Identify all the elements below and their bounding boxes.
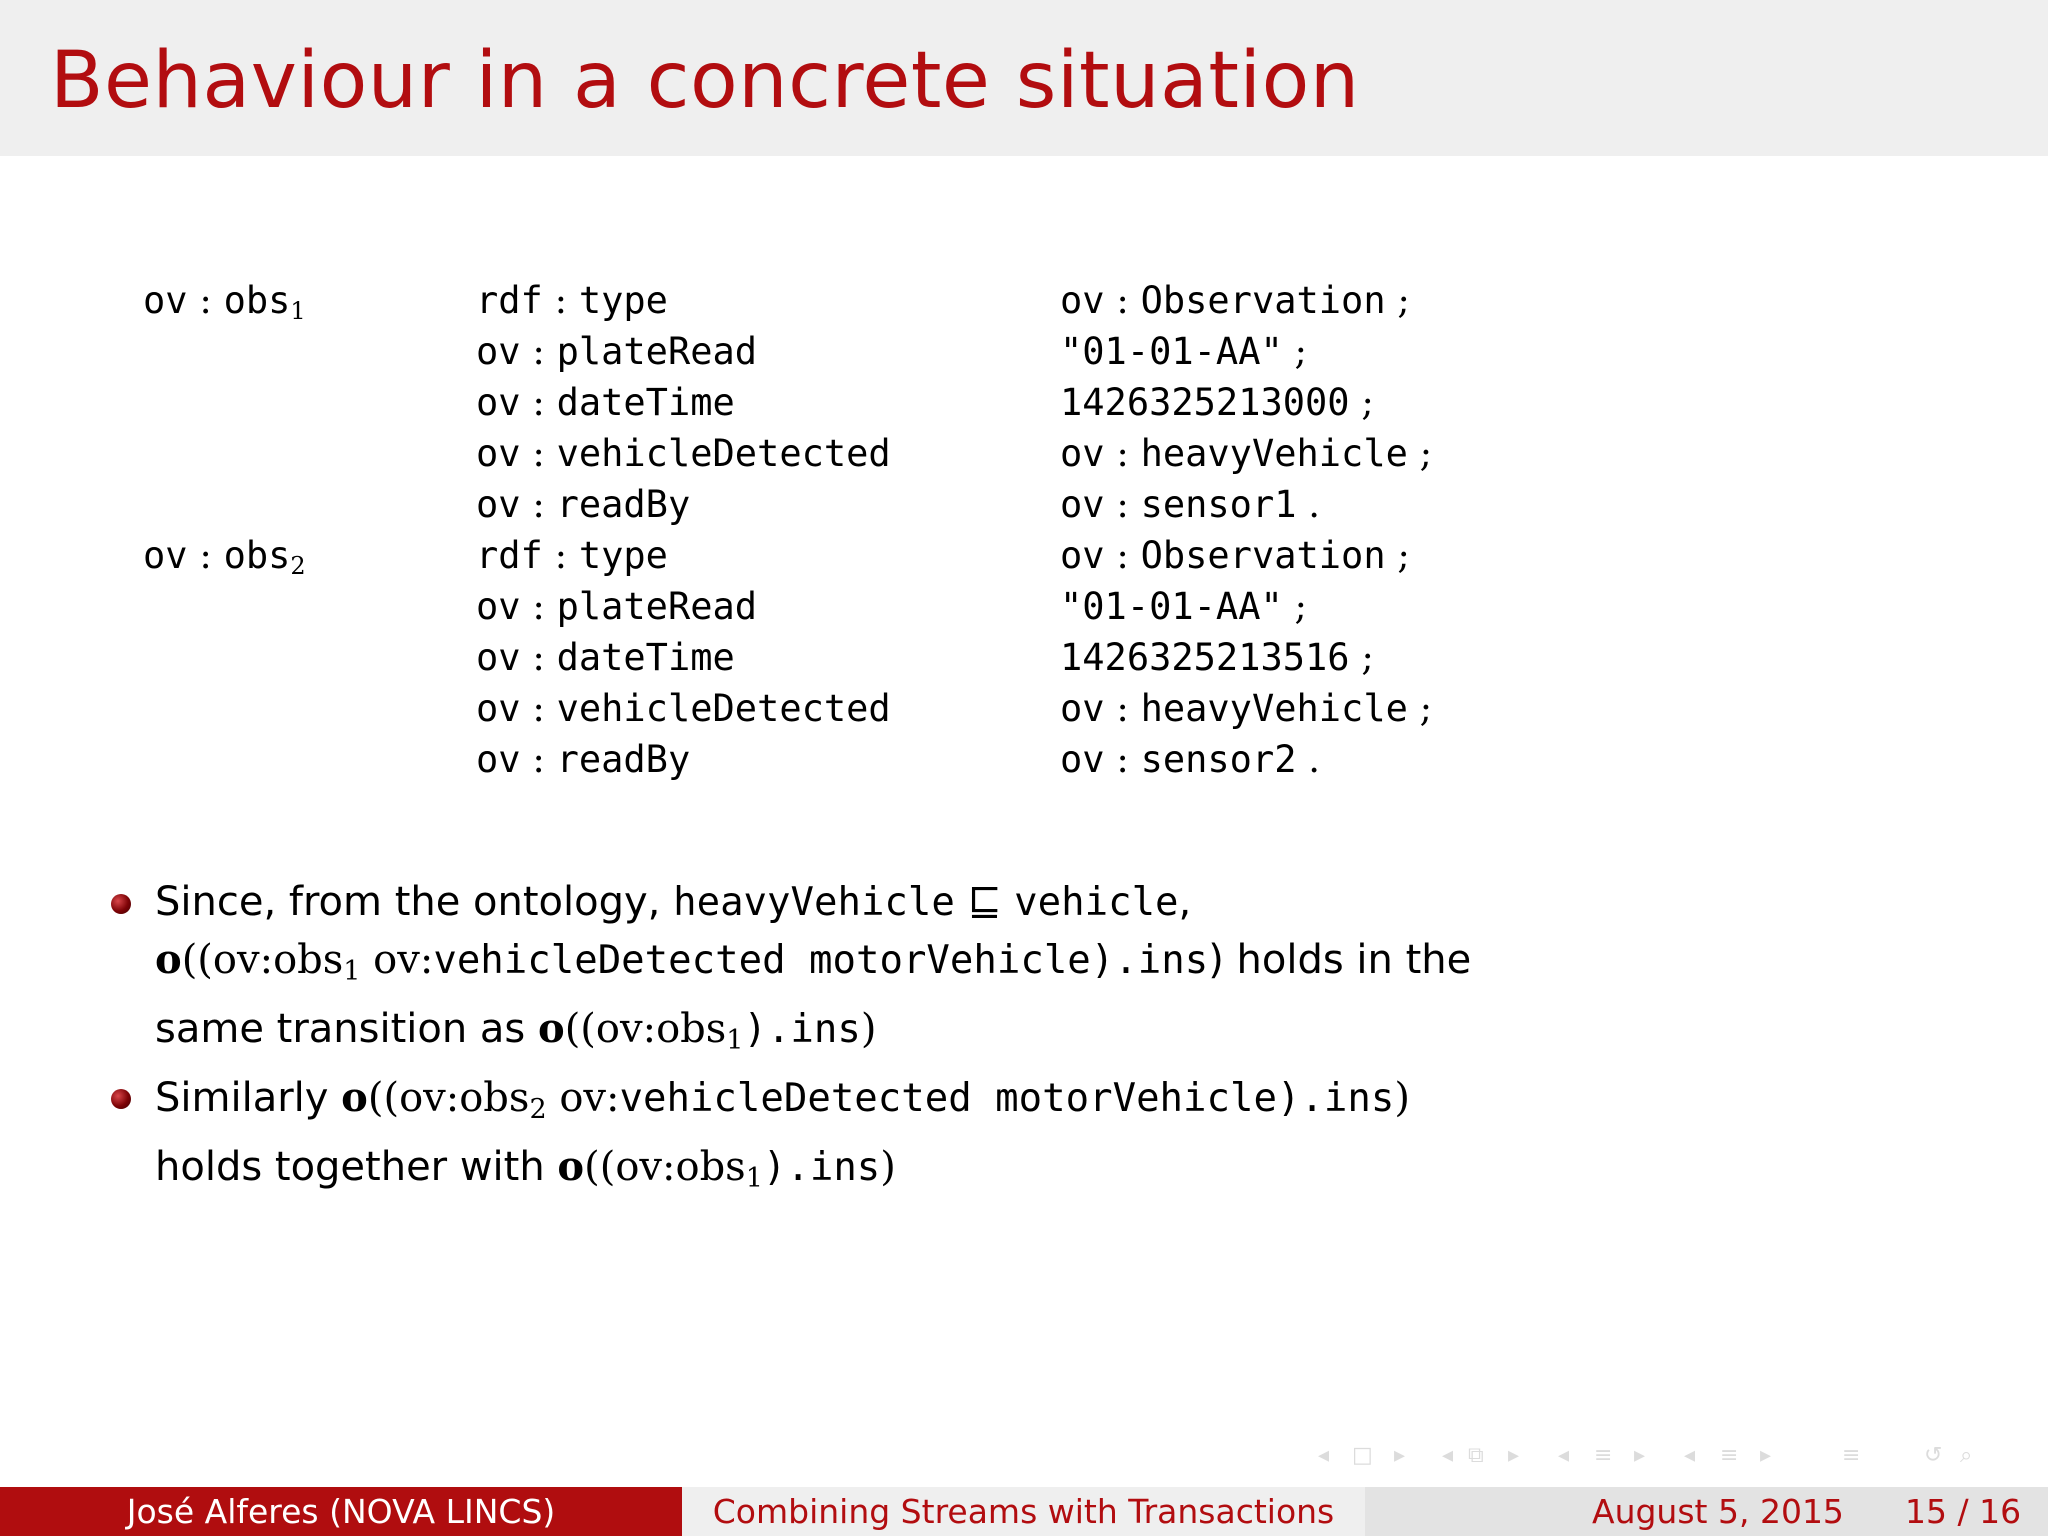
nav-glyph[interactable]: ↺ — [1924, 1443, 1943, 1468]
nav-glyph[interactable]: ◂ — [1318, 1443, 1330, 1468]
triple-subject: ov : obs$_1$ — [143, 279, 306, 325]
triple-predicate: rdf : type — [476, 279, 668, 322]
triple-predicate: ov : plateRead — [476, 585, 758, 628]
nav-glyph[interactable]: ≡ — [1594, 1443, 1613, 1468]
footer-date-page — [1365, 1487, 2048, 1536]
triple-object: ov : Observation ; — [1060, 279, 1410, 322]
bullet-list — [108, 874, 1508, 1207]
triple-object: ov : sensor2 . — [1060, 738, 1321, 781]
bullet-1-line-1: Since, from the ontology, heavyVehicle ⊑ vehicle, — [155, 879, 1192, 925]
bullet-2-line-2: holds together with o((ov:obs$_1$).ins) — [155, 1143, 896, 1194]
triple-predicate: ov : readBy — [476, 738, 691, 781]
triple-predicate: ov : vehicleDetected — [476, 432, 891, 475]
nav-glyph[interactable]: □ — [1352, 1443, 1373, 1468]
bullet-2-line-1: Similarly o((ov:obs$_2$ ov:vehicleDetected motorVehicle).ins) — [155, 1074, 1410, 1125]
triple-predicate: ov : dateTime — [476, 381, 735, 424]
triple-object: ov : heavyVehicle ; — [1060, 432, 1433, 475]
slide-title: Behaviour in a concrete situation — [50, 36, 1360, 126]
triple-predicate: ov : vehicleDetected — [476, 687, 891, 730]
triple-object: 1426325213516 ; — [1060, 636, 1374, 679]
nav-glyph[interactable]: ◂ — [1684, 1443, 1696, 1468]
footer-author: José Alferes (NOVA LINCS) — [0, 1487, 682, 1536]
footer-talk-title: Combining Streams with Transactions — [682, 1487, 1365, 1536]
bullet-1-line-3: same transition as o((ov:obs$_1$).ins) — [155, 1005, 877, 1056]
triple-object: ov : sensor1 . — [1060, 483, 1321, 526]
nav-glyph[interactable]: ⌕ — [1960, 1443, 1973, 1468]
bullet-item-1 — [108, 874, 1508, 1069]
triple-subject: ov : obs$_2$ — [143, 534, 306, 580]
nav-glyph[interactable]: ▸ — [1508, 1443, 1520, 1468]
nav-glyph[interactable]: ⧉ — [1468, 1443, 1484, 1468]
triple-object: ov : heavyVehicle ; — [1060, 687, 1433, 730]
footer-date: August 5, 2015 — [1592, 1492, 1844, 1531]
nav-glyph[interactable]: ▸ — [1394, 1443, 1406, 1468]
nav-glyph[interactable]: ▸ — [1760, 1443, 1772, 1468]
bullet-item-2 — [108, 1069, 1508, 1207]
bullet-1-line-2: o((ov:obs$_1$ ov:vehicleDetected motorVehicle).ins) holds in the — [155, 936, 1472, 987]
nav-glyph[interactable]: ▸ — [1634, 1443, 1646, 1468]
triple-predicate: ov : dateTime — [476, 636, 735, 679]
slide-footer — [0, 1487, 2048, 1536]
nav-glyph[interactable]: ≡ — [1842, 1443, 1861, 1468]
bullet-icon — [111, 1089, 131, 1109]
triple-predicate: ov : readBy — [476, 483, 691, 526]
slide-header — [0, 0, 2048, 156]
nav-glyph[interactable]: ◂ — [1442, 1443, 1454, 1468]
triple-object: "01-01-AA" ; — [1060, 330, 1307, 373]
triple-object: ov : Observation ; — [1060, 534, 1410, 577]
triple-object: "01-01-AA" ; — [1060, 585, 1307, 628]
triple-object: 1426325213000 ; — [1060, 381, 1374, 424]
bullet-icon — [111, 894, 131, 914]
nav-glyph[interactable]: ≡ — [1720, 1443, 1739, 1468]
nav-glyph[interactable]: ◂ — [1558, 1443, 1570, 1468]
footer-page-number: 15 / 16 — [1905, 1492, 2022, 1531]
triple-predicate: rdf : type — [476, 534, 668, 577]
triple-predicate: ov : plateRead — [476, 330, 758, 373]
